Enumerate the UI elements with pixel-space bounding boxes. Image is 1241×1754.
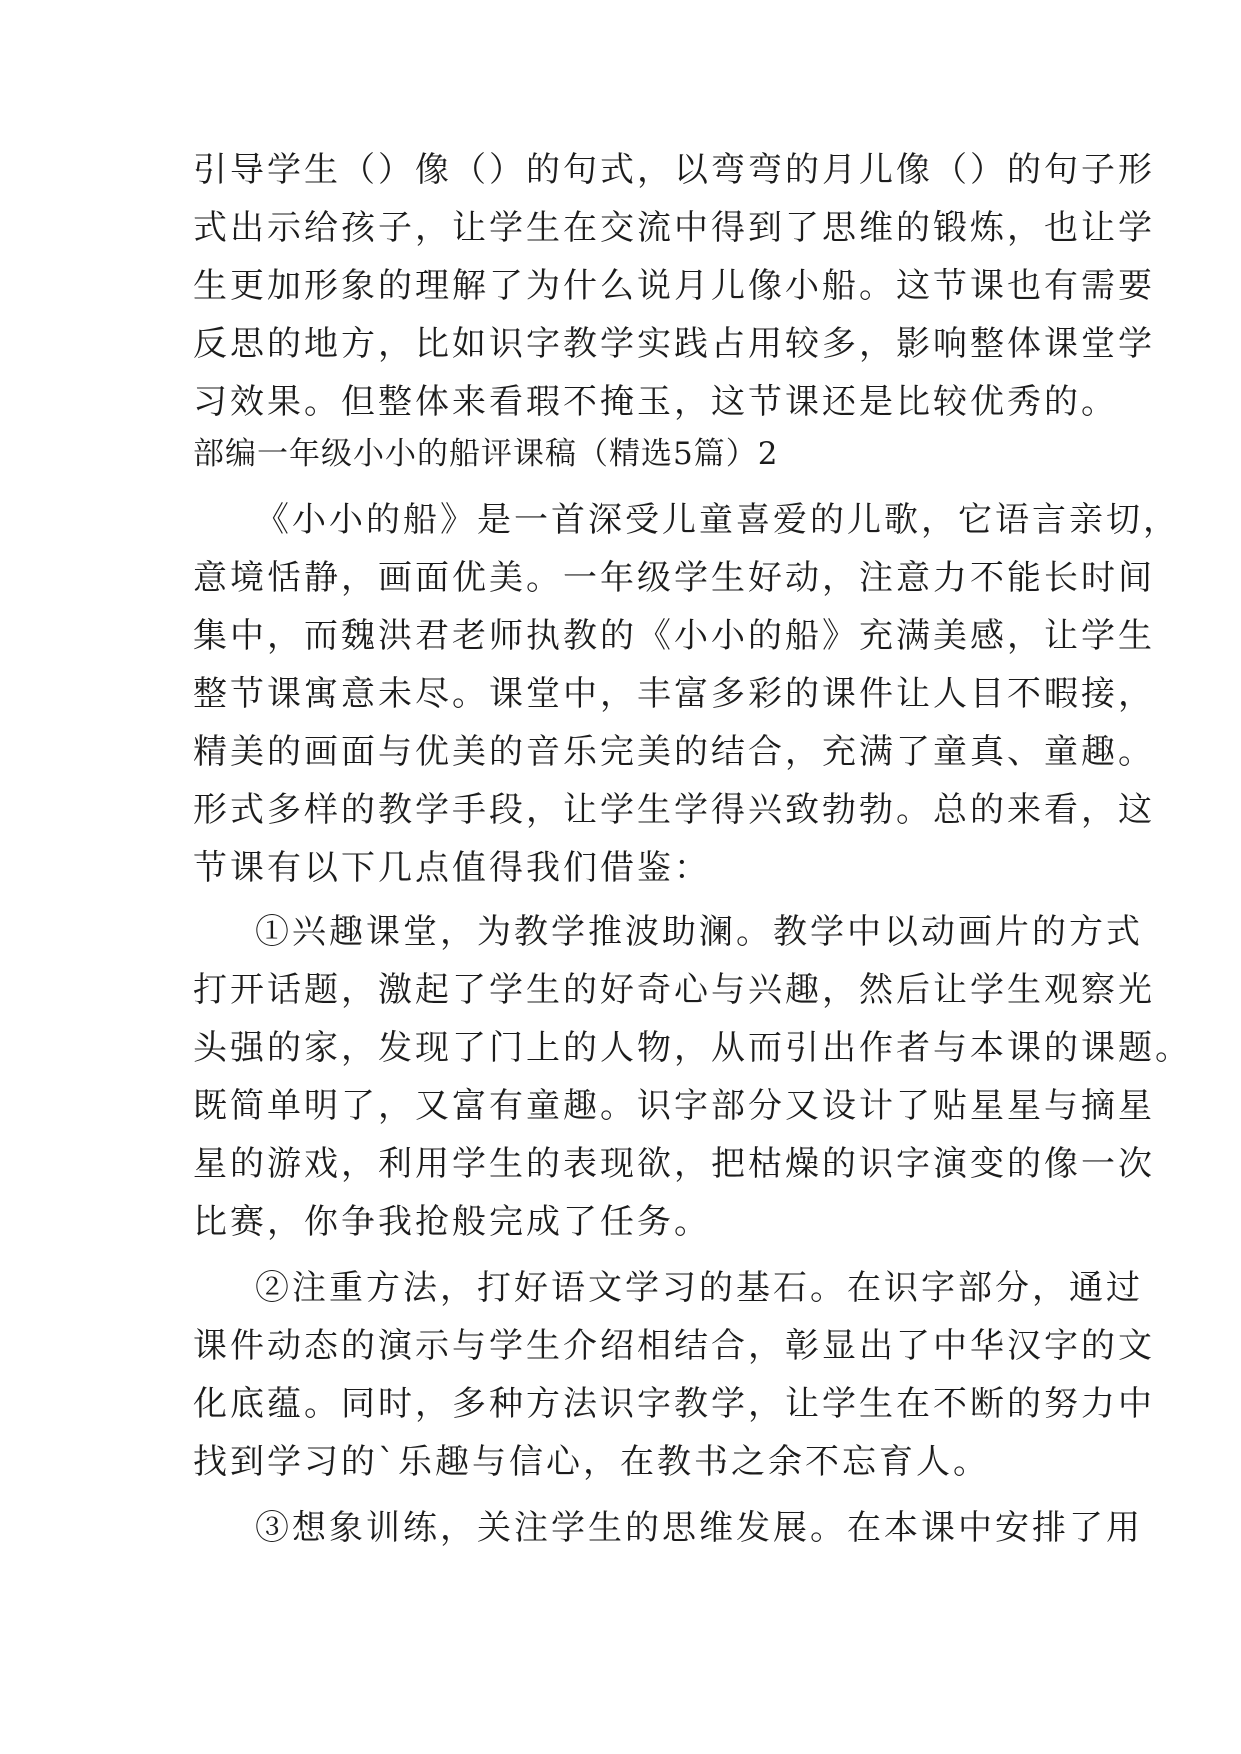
- paragraph-line: 精美的画面与优美的音乐完美的结合，充满了童真、童趣。: [193, 732, 1155, 772]
- point-line: 既简单明了，又富有童趣。识字部分又设计了贴星星与摘星: [193, 1086, 1155, 1126]
- intro-line: 反思的地方，比如识字教学实践占用较多，影响整体课堂学: [193, 324, 1155, 364]
- paragraph-line: 节课有以下几点值得我们借鉴：: [193, 848, 711, 888]
- point-line: 找到学习的`乐趣与信心，在教书之余不忘育人。: [193, 1442, 990, 1482]
- intro-line: 生更加形象的理解了为什么说月儿像小船。这节课也有需要: [193, 266, 1155, 306]
- point-line: ②注重方法，打好语文学习的基石。在识字部分，通过: [255, 1268, 1143, 1308]
- paragraph-line: 集中，而魏洪君老师执教的《小小的船》充满美感，让学生: [193, 616, 1155, 656]
- paragraph-line: 整节课寓意未尽。课堂中，丰富多彩的课件让人目不暇接，: [193, 674, 1155, 714]
- paragraph-line: 意境恬静，画面优美。一年级学生好动，注意力不能长时间: [193, 558, 1155, 598]
- point-line: 化底蕴。同时，多种方法识字教学，让学生在不断的努力中: [193, 1384, 1155, 1424]
- point-line: 头强的家，发现了门上的人物，从而引出作者与本课的课题。: [193, 1028, 1192, 1068]
- section-title: 部编一年级小小的船评课稿（精选5篇）2: [193, 436, 779, 472]
- point-line: 打开话题，激起了学生的好奇心与兴趣，然后让学生观察光: [193, 970, 1155, 1010]
- paragraph-line: 《小小的船》是一首深受儿童喜爱的儿歌，它语言亲切，: [255, 500, 1180, 540]
- point-line: 比赛，你争我抢般完成了任务。: [193, 1202, 711, 1242]
- intro-line: 式出示给孩子，让学生在交流中得到了思维的锻炼，也让学: [193, 208, 1155, 248]
- point-line: 课件动态的演示与学生介绍相结合，彰显出了中华汉字的文: [193, 1326, 1155, 1366]
- point-line: ③想象训练，关注学生的思维发展。在本课中安排了用: [255, 1508, 1143, 1548]
- point-line: 星的游戏，利用学生的表现欲，把枯燥的识字演变的像一次: [193, 1144, 1155, 1184]
- paragraph-line: 形式多样的教学手段，让学生学得兴致勃勃。总的来看，这: [193, 790, 1155, 830]
- intro-line: 引导学生（）像（）的句式，以弯弯的月儿像（）的句子形: [193, 150, 1155, 190]
- intro-line: 习效果。但整体来看瑕不掩玉，这节课还是比较优秀的。: [193, 382, 1118, 422]
- point-line: ①兴趣课堂，为教学推波助澜。教学中以动画片的方式: [255, 912, 1143, 952]
